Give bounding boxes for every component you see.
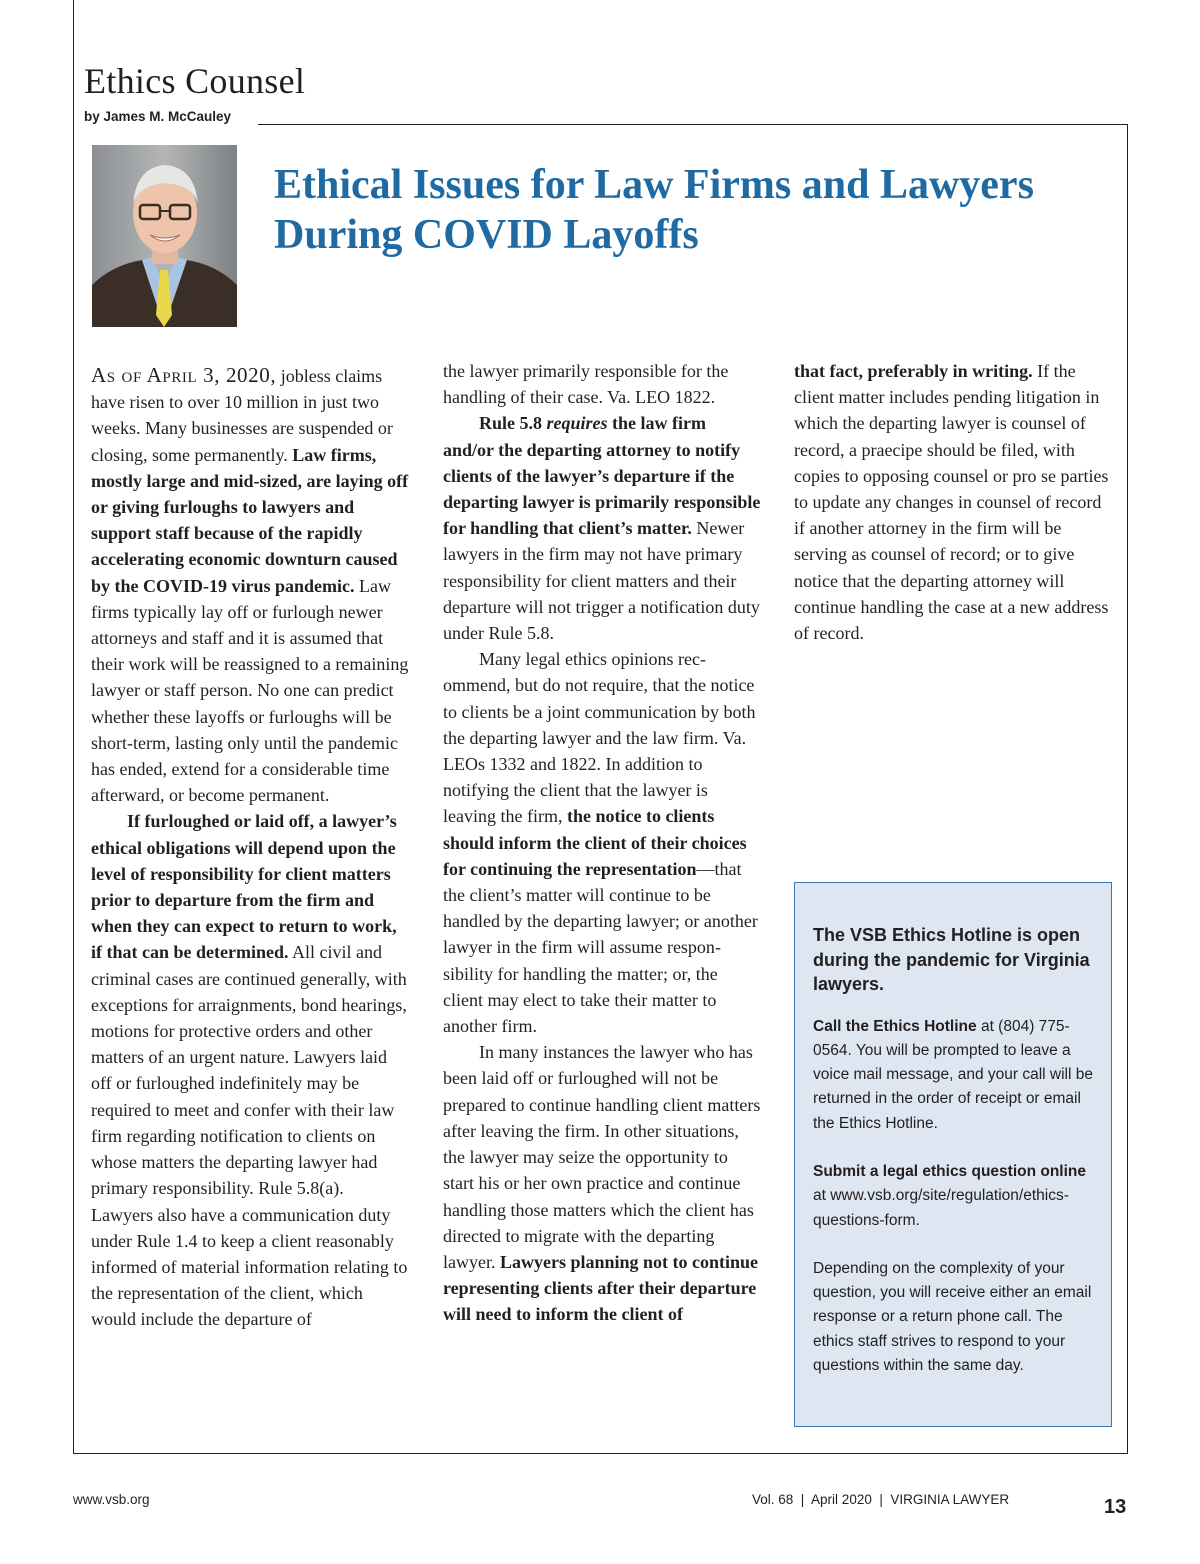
footer-website: www.vsb.org: [73, 1492, 150, 1507]
paragraph: Rule 5.8 requires the law firm and/or the departing attorney to notify clients of the lawyer’s departure if the departing lawyer is primarily responsible for handling that client’s matter. Newer lawyers in the firm may not have primary responsibility for client matters and their departure will not trigger a notification duty under Rule 5.8.: [443, 413, 761, 644]
author-photo: [92, 145, 237, 327]
headline-line-2: During COVID Layoffs: [274, 212, 699, 258]
paragraph: that fact, preferably in writing. If the client matter includes pending litigation in which the departing lawyer is counsel of record, a praecipe should be filed, with copies to opposing counsel or pro se parties to update any changes in counsel of record if another attorney in the firm will be serving as counsel of record; or to give notice that the departing attorney will continue handling the case at a new address of record.: [794, 361, 1109, 644]
sidebar-heading: The VSB Ethics Hotline is open during the pandemic for Virginia lawyers.: [813, 925, 1090, 994]
column-2: [443, 358, 761, 1328]
section-title: Ethics Counsel: [84, 61, 306, 101]
paragraph: As of April 3, 2020, jobless claims have risen to over 10 million in just two weeks. Many businesses are suspended or closing, some permanently. Law firms, mostly large and mid-sized, are laying off or giving furloughs to lawyers and support staff because of the rapidly accelerating economic downturn caused by the COVID-19 virus pandemic. Law firms typically lay off or furlough newer attorneys and staff and it is assumed that their work will be reassigned to a remaining lawyer or staff person. No one can predict whether these layoffs or furloughs will be short-term, lasting only until the pandemic has ended, extend for a considerable time afterward, or become permanent.: [91, 363, 409, 806]
footer-issue: Vol. 68 | April 2020 | VIRGINIA LAWYER: [752, 1492, 1010, 1507]
sidebar-paragraph: Submit a legal ethics question online at www.vsb.org/site/regulation/ethics-questions-form.: [813, 1162, 1087, 1229]
sidebar-paragraph: Call the Ethics Hotline at (804) 775-0564. You will be prompted to leave a voice mail message, and your call will be returned in the order of receipt or email the Ethics Hotline.: [813, 1017, 1093, 1132]
paragraph: In many instances the lawyer who has been laid off or furloughed will not be prepared to continue handling client matters after leaving the firm. In other situations, the lawyer may seize the opportunity to start his or her own practice and continue handling those matters which the client has directed to migrate with the departing lawyer. Lawyers planning not to continue representing clients after their departure will need to inform the client of: [443, 1042, 761, 1325]
headline-line-1: Ethical Issues for Law Firms and Lawyers: [274, 162, 1034, 208]
byline: by James M. McCauley: [84, 109, 232, 124]
paragraph: If furloughed or laid off, a lawyer’s ethical obligations will depend upon the level of responsibility for client matters prior to departure from the firm and when they can expect to return to work, if that can be determined. All civil and criminal cases are continued generally, with exceptions for arraignments, bond hearings, motions for protective orders and other matters of an urgent nature. Lawyers laid off or furloughed indefinitely may be required to meet and confer with their law firm regarding notification to clients on whose matters the departing lawyer had primary responsibility. Rule 5.8(a). Lawyers also have a communication duty under Rule 1.4 to keep a client reasonably informed of material information relating to the representation of the client, which would include the departure of: [91, 811, 408, 1330]
article-headline: [274, 160, 1134, 260]
page-number: 13: [1104, 1496, 1127, 1518]
ethics-hotline-sidebar: [794, 882, 1112, 1427]
paragraph: the lawyer primarily responsible for the handling of their case. Va. LEO 1822.: [443, 361, 729, 408]
column-3: [794, 358, 1116, 646]
column-1: [91, 362, 409, 1333]
paragraph: Many legal ethics opinions recommend, but do not require, that the notice to clients be a joint communication by both the departing lawyer and the law firm. Va. LEOs 1332 and 1822. In addition to notifying the client that the lawyer is leaving the firm, the notice to clients should inform the client of their choices for continuing the representation—that the client’s matter will continue to be handled by the departing lawyer; or another lawyer in the firm will assume responsibility for handling the matter; or, the client may elect to take their matter to another firm.: [443, 649, 758, 1037]
sidebar-paragraph: Depending on the complexity of your question, you will receive either an email response or a return phone call. The ethics staff strives to respond to your questions within the same day.: [813, 1259, 1092, 1375]
lead-in: As of April 3, 2020,: [91, 363, 277, 387]
top-rule-vertical: [73, 0, 74, 124]
